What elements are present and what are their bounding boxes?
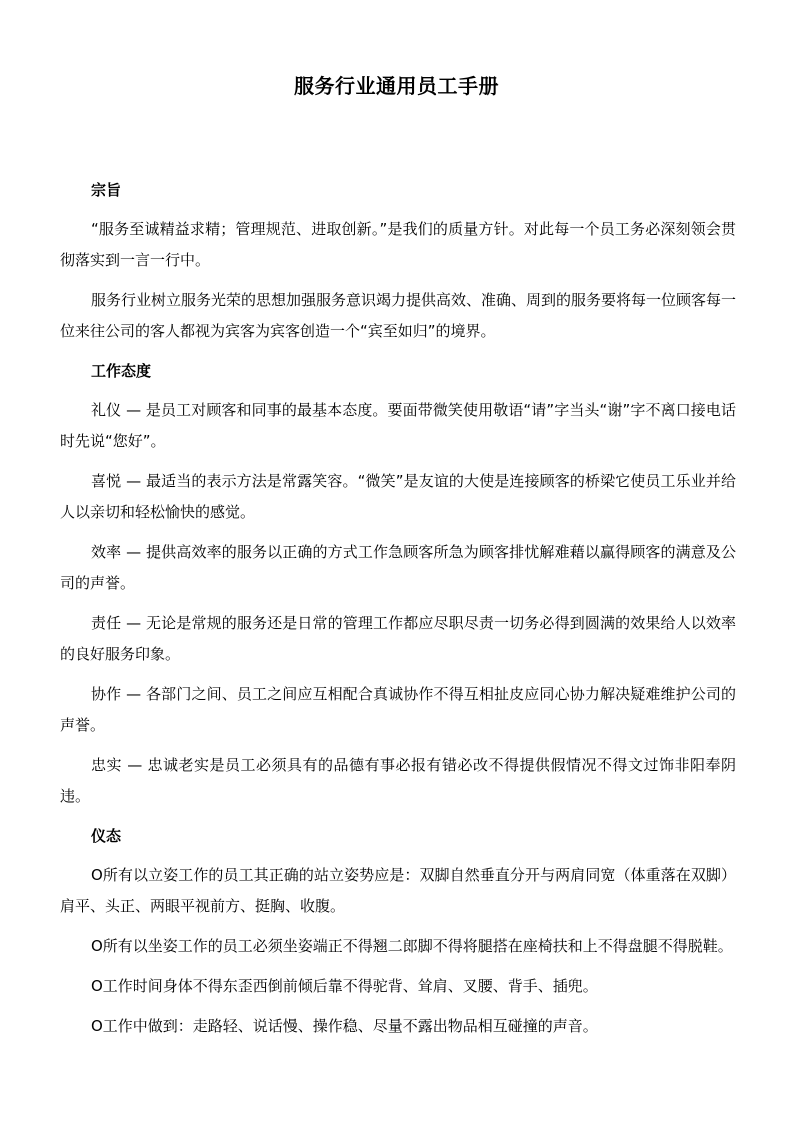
paragraph: O所有以立姿工作的员工其正确的站立姿势应是：双脚自然垂直分开与两肩同宽（体重落在双脚）肩平、头正、两眼平视前方、挺胸、收腹。 <box>60 866 736 915</box>
paragraph: “服务至诚精益求精；管理规范、进取创新。”是我们的质量方针。对此每一个员工务必深刻领会贯彻落实到一言一行中。 <box>60 220 736 269</box>
paragraph: 效率 — 提供高效率的服务以正确的方式工作急顾客所急为顾客排忧解难藉以赢得顾客的满意及公司的声誉。 <box>60 543 736 592</box>
paragraph: 喜悦 — 最适当的表示方法是常露笑容。“微笑”是友谊的大使是连接顾客的桥梁它使员工乐业并给人以亲切和轻松愉快的感觉。 <box>60 472 736 521</box>
paragraph: 服务行业树立服务光荣的思想加强服务意识竭力提供高效、准确、周到的服务要将每一位顾客每一位来往公司的客人都视为宾客为宾客创造一个“宾至如归”的境界。 <box>60 291 737 340</box>
section-heading-purpose: 宗旨 <box>91 181 122 199</box>
section-heading-work-attitude: 工作态度 <box>91 362 152 380</box>
paragraph: O工作中做到：走路轻、说话慢、操作稳、尽量不露出物品相互碰撞的声音。 <box>91 1017 598 1035</box>
paragraph: 忠实 — 忠诚老实是员工必须具有的品德有事必报有错必改不得提供假情况不得文过饰非阳奉阴违。 <box>60 756 736 805</box>
paragraph: O工作时间身体不得东歪西倒前倾后靠不得驼背、耸肩、叉腰、背手、插兜。 <box>91 977 598 995</box>
paragraph: O所有以坐姿工作的员工必须坐姿端正不得翘二郎脚不得将腿搭在座椅扶和上不得盘腿不得脱鞋。 <box>91 937 733 955</box>
paragraph: 礼仪 — 是员工对顾客和同事的最基本态度。要面带微笑使用敬语“请”字当头“谢”字不离口接电话时先说“您好”。 <box>60 401 736 450</box>
document-body <box>60 175 736 1051</box>
document-title: 服务行业通用员工手册 <box>294 74 499 98</box>
section-heading-demeanor: 仪态 <box>91 827 122 845</box>
paragraph: 协作 — 各部门之间、员工之间应互相配合真诚协作不得互相扯皮应同心协力解决疑难维护公司的声誉。 <box>60 685 736 734</box>
paragraph: 责任 — 无论是常规的服务还是日常的管理工作都应尽职尽责一切务必得到圆满的效果给人以效率的良好服务印象。 <box>60 614 736 663</box>
